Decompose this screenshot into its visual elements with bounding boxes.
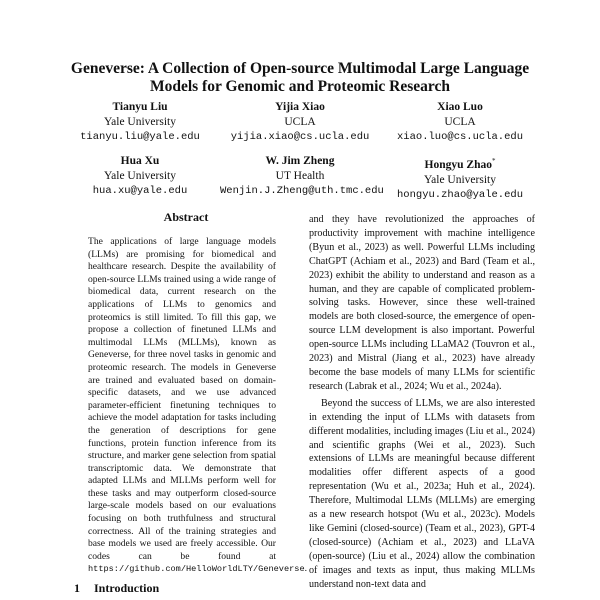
- author-affiliation: UT Health: [275, 170, 325, 182]
- title-line-2: Models for Genomic and Proteomic Research: [149, 78, 451, 95]
- author-entry: [380, 154, 540, 203]
- author-entry: [60, 100, 220, 145]
- author-row-1: [60, 100, 540, 145]
- section-heading-introduction: [74, 581, 159, 596]
- code-link[interactable]: https://github.com/HelloWorldLTY/Geneverse: [88, 564, 305, 575]
- author-name: Yijia Xiao: [275, 101, 325, 113]
- body-paragraph-1: and they have revolutionized the approaches of productivity improvement with machine intelligence (Byun et al., 2023) as well. Powerful LLMs including ChatGPT (Achiam et al., 2023) and Bard (Team et al., 2023) exhibit the ability to understand and reason as a human, and they are capable of complicated problem-solving tasks. However, since these well-trained models are both closed-source, the emergence of open-source LLM development is also important. Powerful open-source LLMs including LLaMA2 (Touvron et al., 2023) and Mistral (Jiang et al., 2023) have already become the base models of many LLMs for scientific research (Labrak et al., 2024; Wu et al., 2024a).: [309, 214, 535, 392]
- author-entry: [60, 154, 220, 203]
- abstract-end: .: [304, 563, 308, 575]
- body-paragraph-2: Beyond the success of LLMs, we are also interested in extending the input of LLMs with datasets from different modalities, including images (Liu et al., 2024) and scientific graphs (Wei et al., 2023). Such extensions of LLMs are meaningful because different modalities offer different aspects of a good representation (Wu et al., 2023a; Huh et al., 2024). Therefore, Multimodal LLMs (MLLMs) are emerging as a new research hotspot (Wu et al., 2023c). Models like Gemini (closed-source) (Team et al., 2023), GPT-4 (closed-source) (Achiam et al., 2023) and LLaVA (open-source) (Liu et al., 2024) allow the combination of images and texts as input, thus making MLLMs understand non-text data and: [309, 397, 535, 590]
- author-affiliation: Yale University: [104, 170, 176, 182]
- section-title: Introduction: [94, 581, 160, 595]
- abstract-heading: Abstract: [163, 210, 209, 224]
- author-name: Hongyu Zhao*: [424, 157, 496, 171]
- paper-title: [60, 60, 540, 96]
- abstract-body: [88, 236, 308, 576]
- abstract-text: The applications of large language models (LLMs) are promising for biomedical and healthcare research. Despite the availability of open-source LLMs trained using a wide range of biomedical data, current research on the applications of LLMs to genomics and proteomics is still limited. To fill this gap, we propose a collection of finetuned LLMs and multimodal LLMs (MLLMs), known as Geneverse, for three novel tasks in genomic and proteomic research. The models in Geneverse are trained and evaluated based on domain-specific datasets, and we use advanced parameter-efficient finetuning techniques to achieve the model adaptation for tasks including the generation of descriptions for gene functions, protein function inference from its structure, and marker gene selection from spatial transcriptomic data. We demonstrate that adapted LLMs and MLLMs perform well for these tasks and may outperform closed-source large-scale models based on our evaluations focusing on both truthfulness and structural correctness. All of the training strategies and base models we used are freely accessible. Our codes can be found at: [88, 236, 276, 562]
- author-entry: [220, 154, 384, 203]
- author-email[interactable]: Wenjin.J.Zheng@uth.tmc.edu: [220, 185, 384, 197]
- author-name: Xiao Luo: [437, 101, 483, 113]
- right-column: [309, 213, 535, 600]
- author-email[interactable]: tianyu.liu@yale.edu: [80, 131, 200, 143]
- corresponding-author-mark: *: [491, 157, 496, 165]
- author-row-2: [60, 154, 540, 203]
- author-email[interactable]: xiao.luo@cs.ucla.edu: [396, 131, 524, 143]
- author-name: Hua Xu: [120, 155, 160, 167]
- author-affiliation: Yale University: [104, 116, 176, 128]
- author-affiliation: UCLA: [284, 116, 316, 128]
- author-entry: [220, 100, 380, 145]
- section-number: 1: [74, 581, 80, 595]
- author-email[interactable]: hua.xu@yale.edu: [92, 185, 188, 197]
- author-email[interactable]: yijia.xiao@cs.ucla.edu: [230, 131, 370, 143]
- author-affiliation: UCLA: [444, 116, 476, 128]
- title-line-1: Geneverse: A Collection of Open-source Multimodal Large Language: [70, 60, 530, 77]
- author-affiliation: Yale University: [424, 173, 496, 186]
- author-entry: [380, 100, 540, 145]
- author-name: Tianyu Liu: [112, 101, 168, 113]
- author-name: W. Jim Zheng: [265, 155, 335, 167]
- author-block: [60, 100, 540, 212]
- author-email[interactable]: hongyu.zhao@yale.edu: [396, 188, 524, 201]
